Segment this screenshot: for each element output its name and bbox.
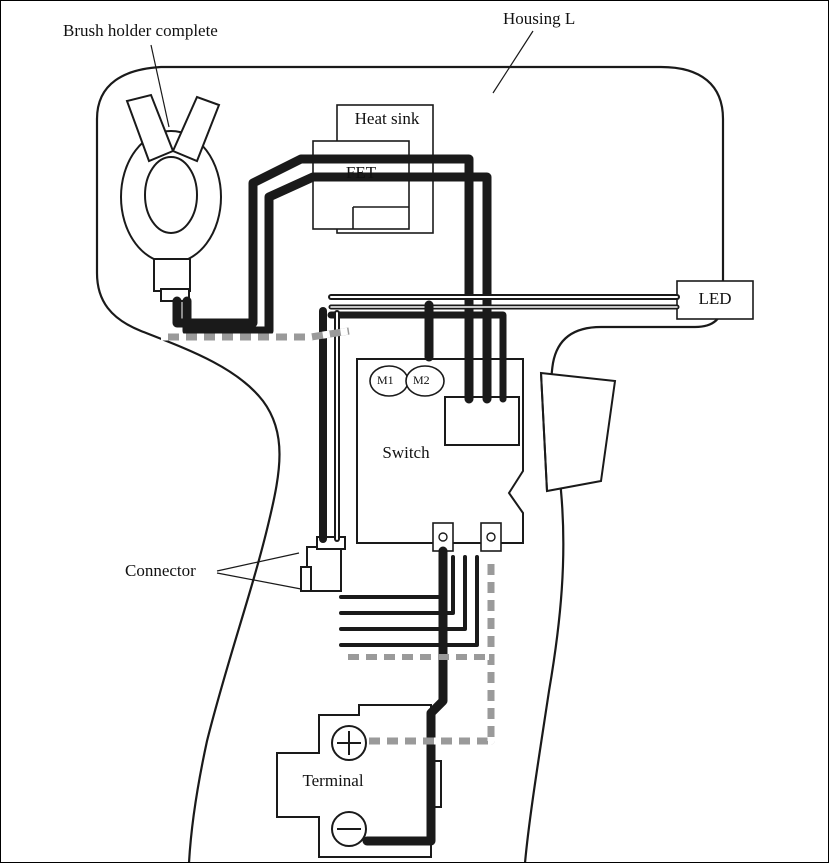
label-housing: Housing L — [503, 9, 576, 28]
housing-leader-line — [493, 31, 533, 93]
label-fet: FET — [345, 163, 377, 182]
diagram-canvas — [1, 1, 829, 863]
wire-lower-loop — [341, 557, 477, 645]
connector-block — [217, 537, 345, 591]
label-heat-sink: Heat sink — [354, 109, 420, 128]
label-brush-holder: Brush holder complete — [63, 21, 218, 40]
label-connector: Connector — [125, 561, 196, 580]
label-terminal: Terminal — [302, 771, 364, 790]
label-led: LED — [698, 289, 732, 308]
brush-holder-assembly — [121, 45, 221, 301]
label-switch: Switch — [382, 443, 430, 462]
label-switch-terminal-m1: M1 — [377, 373, 394, 387]
label-switch-terminal-m2: M2 — [413, 373, 430, 387]
